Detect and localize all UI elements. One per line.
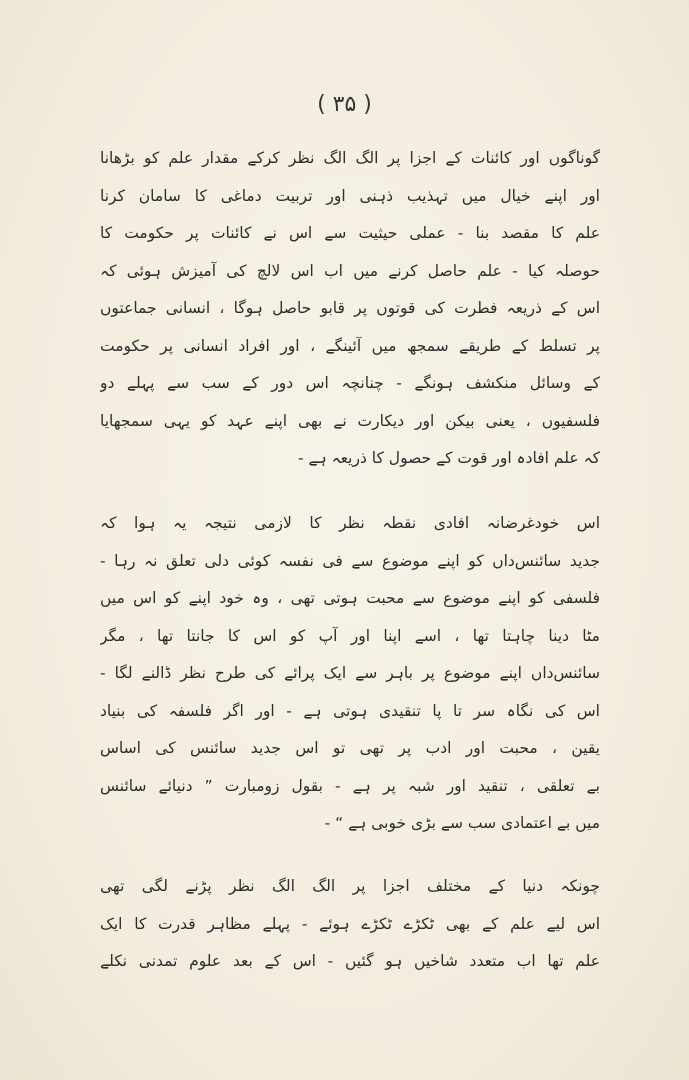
text-line: فلسفی کو اپنے موضوع سے محبت ہوتی تھی ، وہ خود اپنے کو اس میں [100, 589, 600, 607]
text-line: اس لیے علم کے بھی ٹکڑے ٹکڑے ہوئے - پہلے مظاہر قدرت کا ایک [100, 914, 600, 933]
text-line: فلسفیوں ، یعنی بیکن اور دیکارت نے بھی اپنے عہد کو یہی سمجھایا [100, 411, 600, 430]
text-line: اس کے ذریعہ فطرت کی قوتوں پر قابو حاصل ہوگا ، انسانی جماعتوں [100, 299, 600, 317]
text-line: یقین ، محبت اور ادب پر تھی تو اس جدید سائنس کی اساس [100, 739, 600, 757]
text-line: پر تسلط کے طریقے سمجھ میں آئینگے ، اور افراد انسانی پر حکومت [100, 336, 600, 355]
text-line: کہ علم افادہ اور قوت کے حصول کا ذریعہ ہے - [297, 449, 600, 467]
text-line: مٹا دینا چاہتا تھا ، اسے اپنا اور آپ کو اس کا جانتا تھا ، مگر [100, 626, 600, 645]
text-line: اور اپنے خیال میں تہذیب ذہنی اور تربیت دماغی کا سامان کرنا [100, 186, 600, 205]
text-line: علم کا مقصد بنا - عملی حیثیت سے اس نے کائنات پر حکومت کا [100, 224, 600, 242]
paragraph-1 [100, 140, 600, 478]
paragraph-2 [100, 505, 600, 843]
paragraph-3 [100, 868, 600, 981]
text-line: حوصلہ کیا - علم حاصل کرنے میں اب اس لالچ کی آمیزش ہوئی کہ [100, 261, 600, 280]
text-line: جدید سائنس‌داں کو اپنے موضوع سے فی نفسہ کوئی دلی تعلق نہ رہا - [100, 551, 600, 570]
text-line: چونکہ دنیا کے مختلف اجزا پر الگ الگ نظر پڑنے لگی تھی [100, 877, 600, 895]
text-line: میں بے اعتمادی سب سے بڑی خوبی ہے “ - [324, 814, 600, 832]
text-line: کے وسائل منکشف ہونگے - چنانچہ اس دور کے سب سے پہلے دو [100, 374, 600, 392]
text-line: بے تعلقی ، تنقید اور شبہ پر ہے - بقول زومبارت ” دنیائے سائنس [100, 776, 600, 795]
text-line: گوناگوں اور کائنات کے اجزا پر الگ الگ نظر کرکے مقدار علم کو بڑھانا [100, 149, 600, 167]
text-line: سائنس‌داں اپنے موضوع پر باہر سے ایک پرائے کی طرح نظر ڈالنے لگا - [100, 664, 600, 682]
page-number: ( ۳۵ ) [317, 92, 372, 117]
text-line: اس کی نگاہ سر تا پا تنقیدی ہوتی ہے - اور اگر فلسفہ کی بنیاد [100, 701, 600, 720]
text-line: علم تھا اب متعدد شاخیں ہو گئیں - اس کے بعد علوم تمدنی نکلے [100, 952, 600, 970]
text-line: اس خودغرضانہ افادی نقطہ نظر کا لازمی نتیجہ یہ ہوا کہ [100, 514, 600, 532]
